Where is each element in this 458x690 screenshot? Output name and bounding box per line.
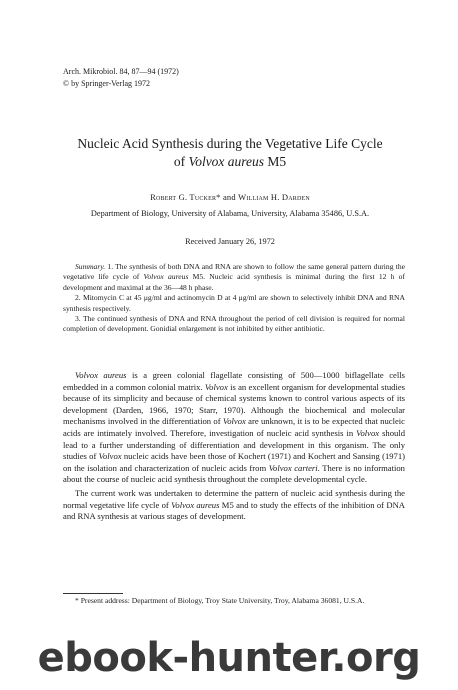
- title-line-2: [40, 153, 420, 171]
- summary-paragraph-3: 3. The continued synthesis of DNA and RNA throughout the period of cell division is required for normal completion of development. Gonidial enlargement is not inhibited by either antibiotic.: [63, 314, 405, 334]
- title-species: Volvox aureus: [188, 154, 265, 169]
- affiliation: Department of Biology, University of Alabama, University, Alabama 35486, U.S.A.: [90, 209, 370, 218]
- author-joiner: * and: [216, 192, 239, 202]
- watermark-link[interactable]: ebook-hunter.org: [37, 635, 421, 681]
- author-1: Robert G. Tucker: [150, 192, 217, 202]
- summary-paragraph-1: Summary. 1. The synthesis of both DNA and RNA are shown to follow the same general pattern during the vegetative life cycle of Volvox aureus M5. Nucleic acid synthesis is minimal during the first 12 h of development and maximal at the 36—48 h phase.: [63, 262, 406, 292]
- footnote-rule: [63, 593, 123, 594]
- copyright-line: © by Springer-Verlag 1972: [63, 79, 151, 88]
- journal-citation: [63, 66, 179, 90]
- author-line: [40, 192, 420, 202]
- body-paragraph-2: The current work was undertaken to determine the pattern of nucleic acid synthesis during the normal vegetative life cycle of Volvox aureus M5 and to study the effects of the inhibition of DNA and RNA synthesis at various stages of development.: [63, 487, 405, 522]
- received-date: Received January 26, 1972: [185, 237, 275, 246]
- title-strain: M5: [264, 154, 287, 169]
- author-2: William H. Darden: [238, 192, 310, 202]
- summary-paragraph-2: 2. Mitomycin C at 45 μg/ml and actinomycin D at 4 μg/ml are shown to selectively inhibit DNA and RNA synthesis respectively.: [63, 293, 405, 313]
- body-text: [63, 370, 405, 525]
- title-line-1: Nucleic Acid Synthesis during the Vegetative Life Cycle: [77, 136, 383, 151]
- summary-lead: Summary.: [75, 262, 106, 271]
- journal-line: Arch. Mikrobiol. 84, 87—94 (1972): [63, 67, 179, 76]
- footnote: * Present address: Department of Biology, Troy State University, Troy, Alabama 36081, U.S.A.: [75, 596, 365, 605]
- title-prefix: of: [173, 154, 189, 169]
- summary-block: [63, 262, 405, 335]
- article-title: [40, 135, 420, 171]
- body-paragraph-1: Volvox aureus is a green colonial flagellate consisting of 500—1000 biflagellate cells embedded in a common colonial matrix. Volvox is an excellent organism for developmental studies because of its simplicity and because of chemical systems known to control various aspects of its development (Darden, 1966, 1970; Starr, 1970). Although the biochemical and molecular mechanisms involved in the differentiation of Volvox are unknown, it is to be expected that nucleic acids are intimately involved. Therefore, investigation of nucleic acid synthesis in Volvox should lead to a further understanding of differentiation and development in this organism. The only studies of Volvox nucleic acids have been those of Kochert (1971) and Kochert and Sansing (1971) on the isolation and characterization of nucleic acids from Volvox carteri. There is no information about the course of nucleic acid synthesis throughout the complete developmental cycle.: [63, 370, 406, 485]
